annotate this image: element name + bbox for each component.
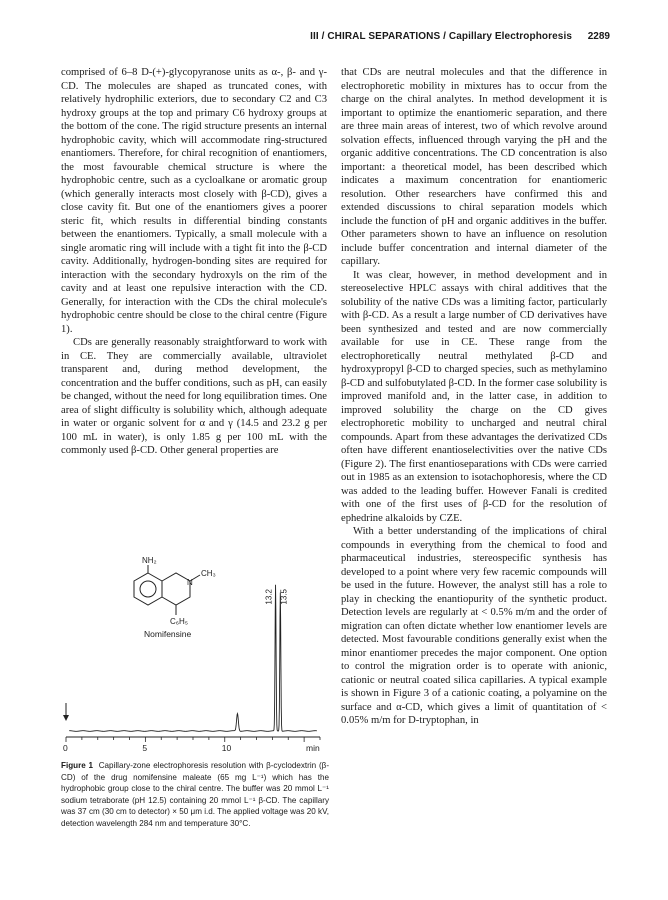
peak-label: 13.2 <box>264 589 274 605</box>
x-axis-ticks <box>66 737 320 742</box>
electropherogram <box>58 555 330 755</box>
paragraph: CDs are generally reasonably straightforward to work with in CE. They are commercially available, ultraviolet transparent and, during method development, the concentration and the buffer conditions, such as pH, can easily be changed, without the need for long equilibration times. One area of slight difficulty is solubility which, although adequate in water or organic solvent for α and γ (14.5 and 23.2 g per 100 mL in water), is only 1.85 g per 100 mL with the commonly used β-CD. Other general properties are <box>61 337 327 456</box>
benzene-ring <box>134 573 162 605</box>
ch3-label: CH₃ <box>201 569 216 578</box>
right-column <box>341 66 607 728</box>
figure-1 <box>58 555 330 755</box>
paragraph: comprised of 6–8 D-(+)-glycopyranose units as α-, β- and γ-CD. The molecules are shaped as truncated cones, with relatively hydrophilic exteriors, due to secondary C2 and C3 hydroxy groups at the top and primary C6 hydroxy groups at the bottom of the cone. The rigid structure presents an internal hydrophobic cavity, which will accommodate ring-structured enantiomers. Therefore, for chiral recognition of enantiomers, the most favourable chemical structure is where the hydrophobic centre, such as a cycloalkane or aromatic group (which generally interacts most closely with β-CD), gives a close cavity fit. But one of the enantiomers gives a poorer steric fit, which results in differential binding constants between the enantiomers. Typically, a small molecule with a single aromatic ring will include with a tight fit into the β-CD cavity. Additionally, hydrogen-bonding sites are required for interaction with the secondary hydroxyls on the rim of the cavity and at least one repulsive interaction with the CD. Generally, for interaction with the CDs the chiral molecule's hydrophobic centre should be close to the chiral centre (Figure 1). <box>61 67 327 335</box>
nomifensine-structure <box>134 565 200 615</box>
piperidine-ring <box>162 573 190 605</box>
peak-label: 13.5 <box>279 589 289 605</box>
x-tick-label: 0 <box>63 743 68 753</box>
x-tick-label: 10 <box>221 743 232 753</box>
peak-labels <box>265 588 289 604</box>
paragraph: With a better understanding of the implications of chiral compounds in everything from the chemical to food and pharmaceutical industries, stereospecific synthesis has developed to a point where very few racemic compounds will be used in the future. However, the analyst still has a role to play in checking the enantiopurity of the synthetic product. Detection levels are regularly at < 0.5% m/m and the order of migration can often dictate whether low enantiomer levels are detected. Most favourable conditions generally exist when the minor enantiomer precedes the major component. One option to control the migration order is to operate with anionic, cationic or neutral coated silica capillaries. A typical example is shown in Figure 3 of a cationic coating, a polyamine on the surface and α-CD, which gives a limit of quantitation of < 0.05% m/m for D-tryptophan, in <box>341 526 607 726</box>
running-header <box>0 31 668 45</box>
aromatic-circle <box>140 581 156 597</box>
left-column <box>61 66 327 458</box>
compound-name: Nomifensine <box>144 629 192 639</box>
x-axis-tick-labels <box>63 743 320 753</box>
paragraph: It was clear, however, in method development and in stereoselective HPLC assays with chiral additives that the solubility of the native CDs was a limiting factor, particularly with β-CD. As a result a large number of CD derivatives have been synthesized and tested and are now commercially available for use in CE. These range from the electrophoretically neutral methylated β-CD and hydroxypropyl β-CD to charged species, such as methylamino β-CD and sulfobutylated β-CD. In the former case solubility is improved manifold and, in the latter case, in addition to improved solubility the charge on the CD gives electrophoretic mobility to uncharged and neutral chiral compounds. Apart from these advantages the derivatized CDs often have different enantioselectivities over the native CDs (Figure 2). The first enantioseparations with CDs were carried out in 1985 as an extension to isotachophoresis, where the CD was added to the leading buffer. However Fanali is credited with one of the first uses of β-CD for the resolution of ephedrine alkaloids by CZE. <box>341 269 607 524</box>
caption-text: Capillary-zone electrophoresis resolution with β-cyclodextrin (β-CD) of the drug nomifensine maleate (65 mg L⁻¹) which has the hydrophobic group close to the chiral centre. The buffer was 20 mmol L⁻¹ sodium tetraborate (pH 12.5) containing 20 mmol L⁻¹ β-CD. The capillary was 37 cm (30 cm to detector) × 50 μm i.d. The applied voltage was 20 kV, detection wavelength 284 nm and temperature 30°C. <box>61 761 330 828</box>
paragraph: that CDs are neutral molecules and that the difference in electrophoretic mobility in mixtures has to occur from the charge on the chiral analytes. In method development it is important to optimize the enantiomeric separation, and there are three main areas of interest, two of which revolve around solvation effects, influenced through varying the pH and the organic additive concentrations. The CD concentration is also important: a theoretical model, has been described which indicates a maximum concentration for enantiomeric resolution. Other researchers have confirmed this and extended discussions to chiral separation models which include the function of pH and organic additives in the buffer. Other parameters shown to have an influence on resolution include buffer concentration and internal diameter of the capillary. <box>341 67 607 267</box>
figure-caption <box>61 760 329 830</box>
page-number: 2289 <box>587 31 610 42</box>
n-label: N <box>187 578 193 587</box>
x-tick-label: 5 <box>142 743 148 753</box>
nh2-label: NH₂ <box>142 556 157 565</box>
injection-arrow <box>63 715 69 721</box>
electropherogram-trace <box>69 585 317 732</box>
section-title: III / CHIRAL SEPARATIONS / Capillary Electrophoresis <box>310 31 572 42</box>
x-tick-label: min <box>306 743 320 753</box>
c6h5-label: C₆H₅ <box>170 617 189 626</box>
caption-label: Figure 1 <box>61 761 94 770</box>
